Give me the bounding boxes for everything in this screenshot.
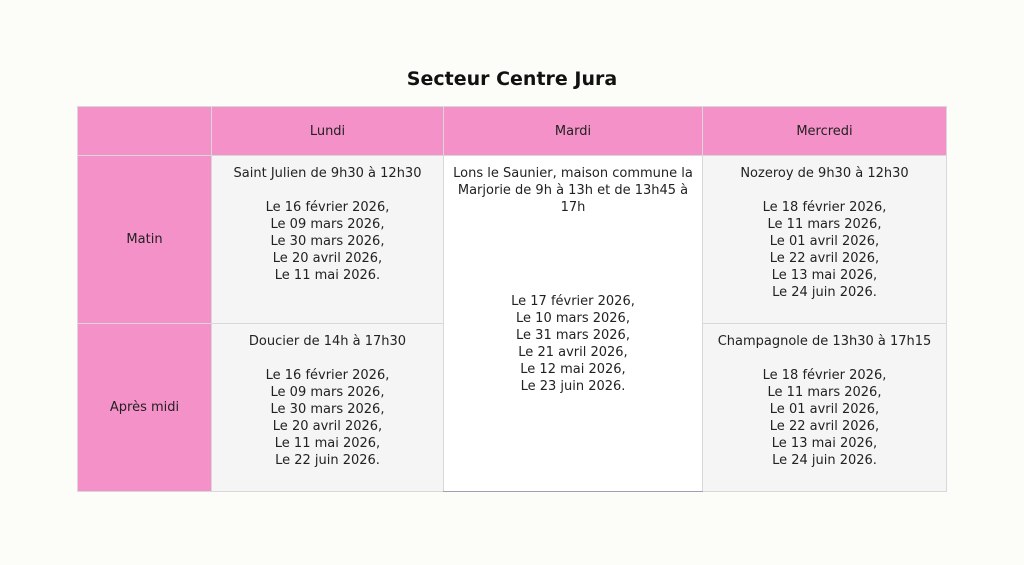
cell-date: Le 11 mai 2026,	[274, 436, 381, 451]
cell-date: Le 22 avril 2026,	[769, 251, 880, 266]
cell-place: Saint Julien de 9h30 à 12h30	[233, 166, 422, 181]
row-label-apres-midi: Après midi	[78, 324, 212, 492]
cell-date: Le 17 février 2026,	[511, 294, 635, 309]
cell-date: Le 11 mai 2026.	[274, 268, 381, 283]
cell-place: Nozeroy de 9h30 à 12h30	[740, 166, 909, 181]
cell-date: Le 09 mars 2026,	[270, 385, 385, 400]
cell-date: Le 23 juin 2026.	[520, 379, 626, 394]
cell-date: Le 09 mars 2026,	[270, 217, 385, 232]
cell-date: Le 11 mars 2026,	[767, 385, 882, 400]
header-mardi: Mardi	[444, 107, 703, 156]
schedule-table	[77, 106, 947, 492]
cell-date: Le 22 juin 2026.	[275, 453, 380, 468]
cell-date: Le 24 juin 2026.	[772, 285, 877, 300]
cell-place: Lons le Saunier, maison commune la Marjorie de 9h à 13h et de 13h45 à 17h	[453, 166, 693, 215]
cell-date: Le 21 avril 2026,	[518, 345, 628, 360]
cell-mercredi-apres-midi	[703, 324, 947, 492]
cell-date: Le 16 février 2026,	[265, 200, 390, 215]
cell-date: Le 18 février 2026,	[762, 368, 887, 383]
cell-date: Le 10 mars 2026,	[516, 311, 630, 326]
cell-place: Champagnole de 13h30 à 17h15	[717, 334, 932, 349]
row-matin	[78, 156, 947, 324]
header-mercredi: Mercredi	[703, 107, 947, 156]
row-label-matin: Matin	[78, 156, 212, 324]
cell-date: Le 18 février 2026,	[762, 200, 887, 215]
cell-date: Le 12 mai 2026,	[520, 362, 626, 377]
header-corner	[78, 107, 212, 156]
cell-date: Le 16 février 2026,	[265, 368, 390, 383]
cell-date: Le 13 mai 2026,	[771, 268, 878, 283]
cell-mercredi-matin	[703, 156, 947, 324]
cell-date: Le 13 mai 2026,	[771, 436, 878, 451]
cell-date: Le 22 avril 2026,	[769, 419, 880, 434]
cell-mardi	[444, 156, 703, 492]
cell-date: Le 01 avril 2026,	[769, 234, 880, 249]
cell-date: Le 30 mars 2026,	[270, 402, 385, 417]
cell-place: Doucier de 14h à 17h30	[248, 334, 407, 349]
cell-lundi-matin	[212, 156, 444, 324]
header-lundi: Lundi	[212, 107, 444, 156]
page-title: Secteur Centre Jura	[406, 68, 618, 90]
cell-date: Le 24 juin 2026.	[772, 453, 877, 468]
header-row	[78, 107, 947, 156]
cell-date: Le 20 avril 2026,	[272, 251, 383, 266]
cell-date: Le 11 mars 2026,	[767, 217, 882, 232]
cell-date: Le 31 mars 2026,	[516, 328, 630, 343]
cell-date: Le 30 mars 2026,	[270, 234, 385, 249]
cell-lundi-apres-midi	[212, 324, 444, 492]
cell-date: Le 01 avril 2026,	[769, 402, 880, 417]
cell-date: Le 20 avril 2026,	[272, 419, 383, 434]
